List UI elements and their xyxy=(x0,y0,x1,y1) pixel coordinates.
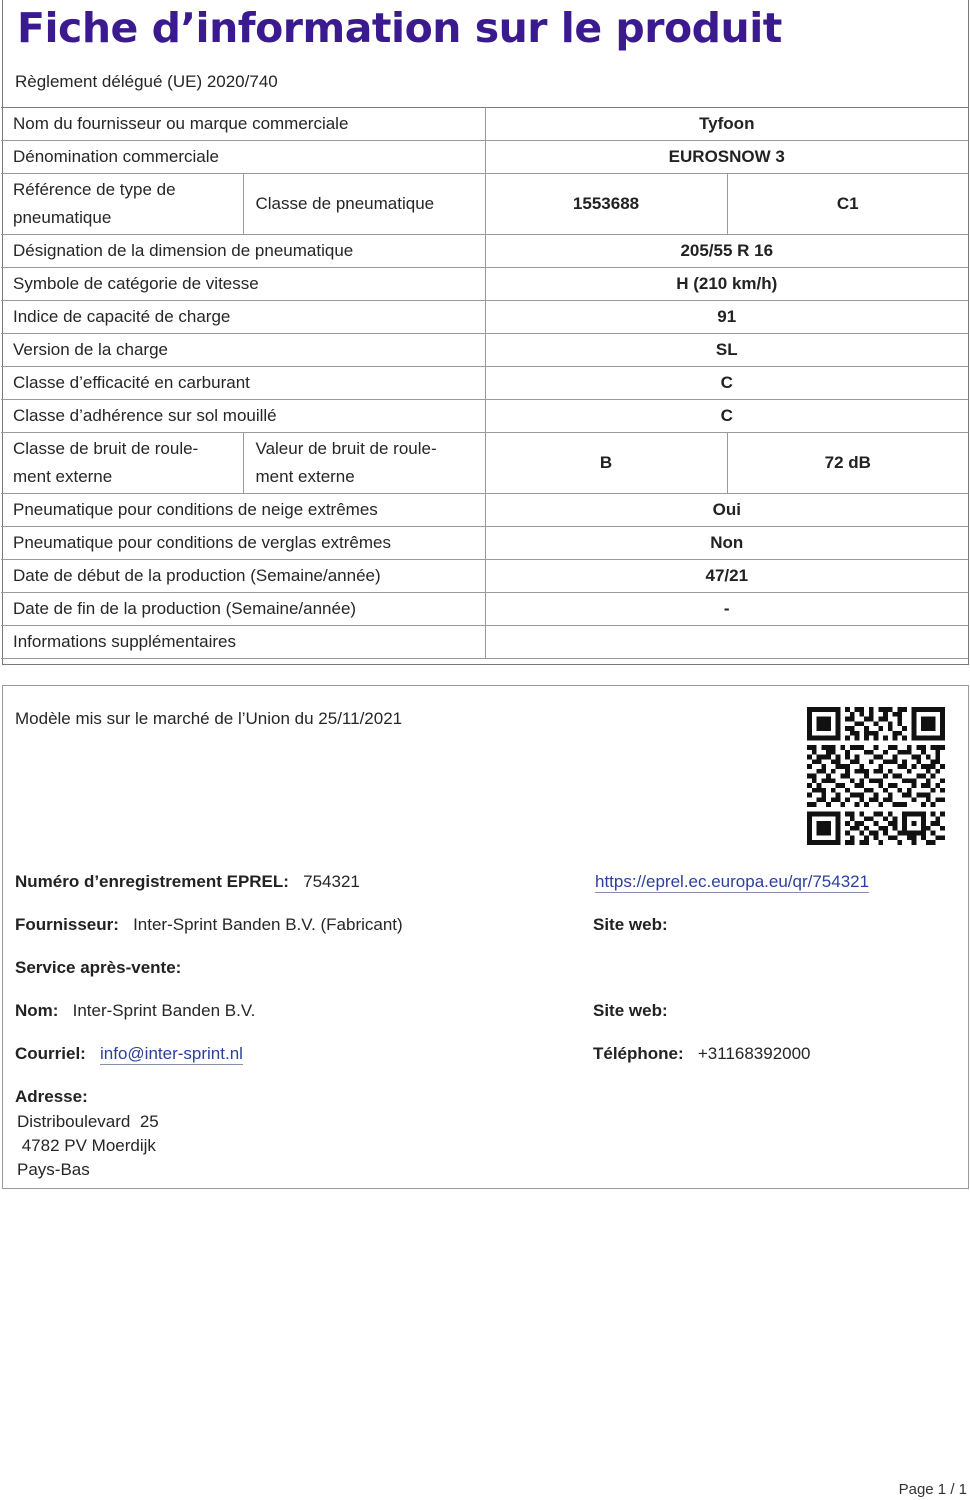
fuel-class-value: C xyxy=(485,367,968,400)
page-title: Fiche d’information sur le produit xyxy=(17,4,782,52)
after-sales-heading: Service après-vente: xyxy=(15,958,182,977)
qr-code-icon[interactable] xyxy=(807,707,945,845)
email-link[interactable]: info@inter-sprint.nl xyxy=(100,1044,243,1063)
size-value: 205/55 R 16 xyxy=(485,235,968,268)
ice-value: Non xyxy=(485,527,968,560)
service-website-label: Site web: xyxy=(593,1001,668,1020)
supplier-info-panel xyxy=(2,685,969,1189)
table-row xyxy=(1,268,968,301)
table-row xyxy=(1,367,968,400)
extra-info-label: Informations supplémentaires xyxy=(1,626,485,659)
production-start-label: Date de début de la production (Semaine/année) xyxy=(1,560,485,593)
noise-value-value: 72 dB xyxy=(727,433,968,494)
production-end-label: Date de fin de la production (Semaine/année) xyxy=(1,593,485,626)
eprel-number: 754321 xyxy=(303,872,360,891)
table-row xyxy=(1,400,968,433)
supplier-website-label: Site web: xyxy=(593,915,668,934)
supplier-row xyxy=(15,915,403,935)
eprel-row xyxy=(15,872,360,892)
speed-label: Symbole de catégorie de vitesse xyxy=(1,268,485,301)
supplier-info-value: Inter-Sprint Banden B.V. (Fabricant) xyxy=(133,915,403,934)
load-index-label: Indice de capacité de charge xyxy=(1,301,485,334)
table-row xyxy=(1,527,968,560)
supplier-value: Tyfoon xyxy=(485,108,968,141)
service-name-label: Nom: xyxy=(15,1001,59,1020)
service-name-value: Inter-Sprint Banden B.V. xyxy=(72,1001,256,1020)
email-row xyxy=(15,1044,243,1064)
wet-grip-label: Classe d’adhérence sur sol mouillé xyxy=(1,400,485,433)
tyre-spec-table xyxy=(1,107,968,659)
eprel-link[interactable]: https://eprel.ec.europa.eu/qr/754321 xyxy=(595,872,870,891)
product-info-sheet xyxy=(2,0,969,665)
phone-row xyxy=(593,1044,811,1064)
table-row xyxy=(1,108,968,141)
market-date-text: Modèle mis sur le marché de l’Union du 25/11/2021 xyxy=(15,709,403,728)
service-name-row xyxy=(15,1001,255,1021)
phone-label: Téléphone: xyxy=(593,1044,684,1063)
address-country: Pays-Bas xyxy=(17,1160,90,1179)
load-version-value: SL xyxy=(485,334,968,367)
phone-value: +31168392000 xyxy=(697,1044,811,1063)
table-row xyxy=(1,141,968,174)
table-row xyxy=(1,626,968,659)
production-end-value: - xyxy=(485,593,968,626)
table-row xyxy=(1,235,968,268)
trade-name-value: EUROSNOW 3 xyxy=(485,141,968,174)
type-ref-value: 1553688 xyxy=(485,174,727,235)
address-label: Adresse: xyxy=(15,1087,88,1106)
type-ref-label: Référence de type de pneumatique xyxy=(1,174,243,235)
fuel-class-label: Classe d’efficacité en carburant xyxy=(1,367,485,400)
production-start-value: 47/21 xyxy=(485,560,968,593)
noise-class-value: B xyxy=(485,433,727,494)
regulation-reference: Règlement délégué (UE) 2020/740 xyxy=(15,72,278,91)
snow-value: Oui xyxy=(485,494,968,527)
address-street: Distriboulevard 25 xyxy=(17,1112,159,1131)
address-block xyxy=(17,1110,159,1182)
email-label: Courriel: xyxy=(15,1044,86,1063)
size-label: Désignation de la dimension de pneumatique xyxy=(1,235,485,268)
load-index-value: 91 xyxy=(485,301,968,334)
ice-label: Pneumatique pour conditions de verglas extrêmes xyxy=(1,527,485,560)
table-row xyxy=(1,301,968,334)
table-row xyxy=(1,433,968,494)
supplier-info-label: Fournisseur: xyxy=(15,915,119,934)
tyre-class-label: Classe de pneumatique xyxy=(243,174,485,235)
noise-value-label: Valeur de bruit de roule-ment externe xyxy=(243,433,485,494)
snow-label: Pneumatique pour conditions de neige extrêmes xyxy=(1,494,485,527)
table-row xyxy=(1,174,968,235)
supplier-label: Nom du fournisseur ou marque commerciale xyxy=(1,108,485,141)
table-row xyxy=(1,593,968,626)
table-row xyxy=(1,560,968,593)
noise-class-label: Classe de bruit de roule-ment externe xyxy=(1,433,243,494)
tyre-class-value: C1 xyxy=(727,174,968,235)
trade-name-label: Dénomination commerciale xyxy=(1,141,485,174)
address-city: 4782 PV Moerdijk xyxy=(17,1136,156,1155)
table-row xyxy=(1,494,968,527)
speed-value: H (210 km/h) xyxy=(485,268,968,301)
wet-grip-value: C xyxy=(485,400,968,433)
extra-info-value xyxy=(485,626,968,659)
page-number: Page 1 / 1 xyxy=(898,1481,967,1498)
load-version-label: Version de la charge xyxy=(1,334,485,367)
table-row xyxy=(1,334,968,367)
eprel-label: Numéro d’enregistrement EPREL: xyxy=(15,872,289,891)
